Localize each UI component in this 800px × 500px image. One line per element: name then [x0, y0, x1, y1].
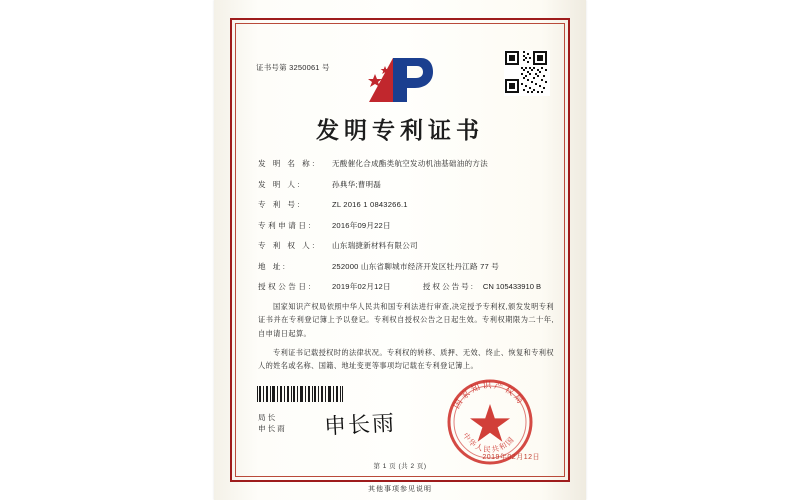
- footer-note: 其他事项参见说明: [368, 486, 432, 493]
- barcode: [256, 386, 344, 402]
- signature-block: [258, 412, 287, 435]
- field-label: 专 利 号:: [258, 200, 303, 209]
- field-label: 专 利 权 人:: [258, 241, 317, 250]
- certificate-fields: [258, 158, 554, 302]
- field-value-grant-number: CN 105433910 B: [482, 282, 542, 291]
- signature-name-label: 申长雨: [258, 424, 287, 434]
- field-row-invention-name: [258, 158, 554, 169]
- field-label: 地 址:: [258, 261, 288, 271]
- field-label: 发 明 名 称:: [258, 159, 317, 168]
- field-value: 2016年09月22日: [332, 220, 391, 230]
- legal-paragraph-1: 国家知识产权局依照中华人民共和国专利法进行审查,决定授予专利权,颁发发明专利证书并在专利登记簿上予以登记。专利权自授权公告之日起生效。专利权期限为二十年,自申请日起算。: [258, 302, 554, 338]
- field-row-inventor: [258, 179, 554, 190]
- patent-office-emblem-icon: [363, 52, 437, 106]
- field-row-grant-announcement: [258, 281, 554, 292]
- field-label: 发 明 人:: [258, 179, 303, 189]
- legal-body-text: [258, 300, 554, 379]
- field-label: 专利申请日:: [258, 220, 314, 230]
- certificate-number: 证书号第 3250061 号: [256, 63, 330, 72]
- qr-code: [504, 50, 550, 96]
- field-label-grant-date: 授权公告日:: [258, 282, 314, 291]
- page-title: 发明专利证书: [316, 117, 484, 144]
- field-value-grant-date: 2019年02月12日: [332, 282, 391, 291]
- corner-ornament-top-left: [230, 18, 258, 46]
- legal-paragraph-2: 专利证书记载授权时的法律状况。专利权的转移、质押、无效、终止、恢复和专利权人的姓名或名称、国籍、地址变更等事项均记载在专利登记簿上。: [258, 347, 554, 371]
- field-value: 孙典华;曹明磊: [332, 179, 382, 189]
- field-row-patent-number: [258, 199, 554, 210]
- field-value: 无酸催化合成酯类航空发动机油基础油的方法: [332, 159, 488, 168]
- corner-ornament-top-right: [542, 18, 570, 46]
- page-number: 第 1 页 (共 2 页): [373, 463, 427, 470]
- handwritten-signature: 申长雨: [323, 411, 397, 440]
- patent-certificate-document: [214, 0, 586, 500]
- svg-text:中华人民共和国: 中华人民共和国: [460, 431, 517, 455]
- field-row-application-date: [258, 220, 554, 231]
- svg-text:国家知识产权局: 国家知识产权局: [451, 380, 526, 411]
- seal-date: 2019年02月12日: [482, 454, 540, 461]
- field-row-address: [258, 261, 554, 272]
- field-row-patentee: [258, 240, 554, 251]
- field-value: 252000 山东省聊城市经济开发区牡丹江路 77 号: [332, 261, 500, 271]
- field-value: ZL 2016 1 0843266.1: [332, 200, 408, 209]
- signature-role-label: 局长: [258, 413, 278, 422]
- field-value: 山东瑞捷新材料有限公司: [332, 241, 418, 250]
- field-label-grant-number: 授权公告号:: [422, 282, 475, 291]
